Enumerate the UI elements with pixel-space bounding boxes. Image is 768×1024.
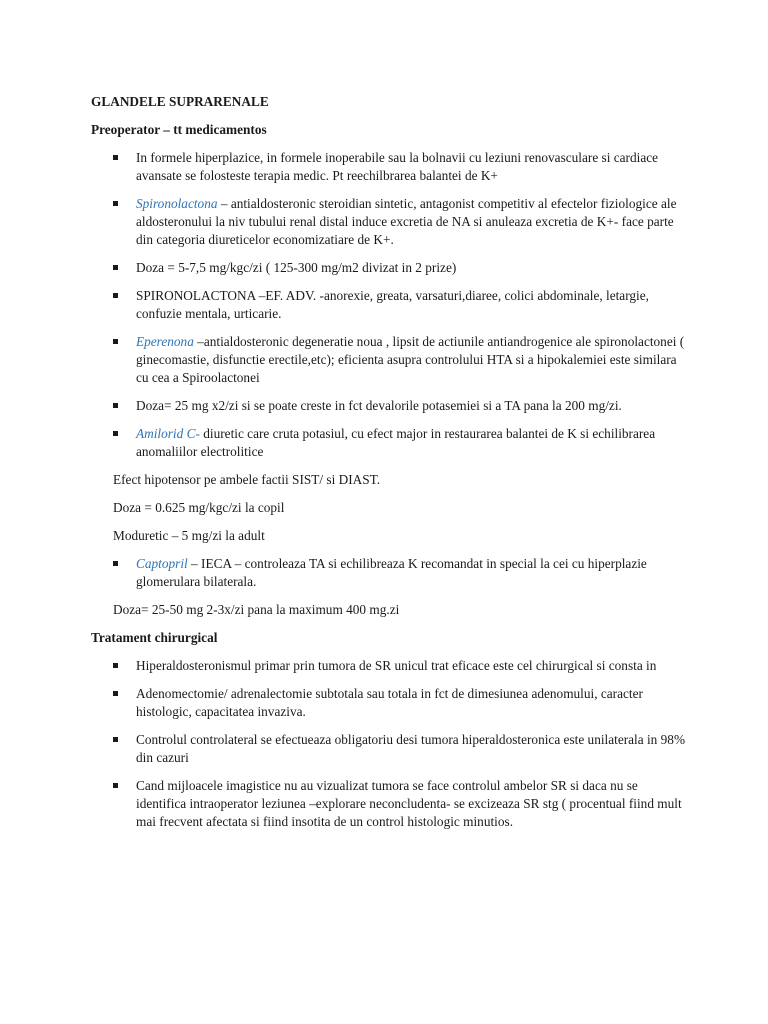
list-item-text: Controlul controlateral se efectueaza obligatoriu desi tumora hiperaldosteronica este unilaterala in 98% din cazuri bbox=[136, 732, 686, 765]
section-heading-preoperator: Preoperator – tt medicamentos bbox=[91, 122, 267, 137]
list-item bbox=[91, 425, 690, 461]
paragraph-hypotensive-effect: Efect hipotensor pe ambele factii SIST/ si DIAST. bbox=[113, 472, 381, 487]
list-item-text: diuretic care cruta potasiul, cu efect major in restaurarea balantei de K si echilibrarea anomaliilor electrolitice bbox=[136, 426, 656, 459]
list-item-text: Adenomectomie/ adrenalectomie subtotala sau totala in fct de dimesiunea adenomului, caracter histologic, capacitatea invaziva. bbox=[136, 686, 643, 719]
list-item bbox=[91, 287, 690, 323]
list-item-text: – antialdosteronic steroidian sintetic, antagonist competitiv al efectelor fiziologice ale aldosteronului la niv tubului renal distal induce excretia de NA si anuleaza excretia de K+- face parte din categoria diureticelor economizatiare de K+. bbox=[136, 196, 677, 247]
list-item bbox=[91, 777, 690, 831]
list-item bbox=[91, 731, 690, 767]
list-item bbox=[91, 555, 690, 591]
bullet-square-icon bbox=[113, 339, 118, 344]
paragraph-child-dose: Doza = 0.625 mg/kgc/zi la copil bbox=[113, 500, 285, 515]
bullet-square-icon bbox=[113, 201, 118, 206]
list-item bbox=[91, 397, 690, 415]
drug-name-captopril: Captopril bbox=[136, 556, 188, 571]
list-item-text: Cand mijloacele imagistice nu au vizualizat tumora se face controlul ambelor SR si daca nu se identifica intraoperator leziunea –explorare neconcludenta- se excizeaza SR stg ( procentual fiind mult mai frecvent afectata si fiind insotita de un control histologic minutios. bbox=[136, 778, 682, 829]
section-heading-surgical: Tratament chirurgical bbox=[91, 630, 218, 645]
drug-name-amilorid: Amilorid C bbox=[136, 426, 196, 441]
list-item-text: SPIRONOLACTONA –EF. ADV. -anorexie, greata, varsaturi,diaree, colici abdominale, letargie, confuzie mentala, urticarie. bbox=[136, 288, 649, 321]
bullet-square-icon bbox=[113, 155, 118, 160]
drug-name-suffix: - bbox=[195, 426, 200, 441]
bullet-square-icon bbox=[113, 783, 118, 788]
bullet-square-icon bbox=[113, 293, 118, 298]
list-item-text: In formele hiperplazice, in formele inoperabile sau la bolnavii cu leziuni renovasculare si cardiace avansate se folosteste terapia medic. Pt reechilbrarea balantei de K+ bbox=[136, 150, 659, 183]
list-item-text: – IECA – controleaza TA si echilibreaza K recomandat in special la cei cu hiperplazie glomerulara bilaterala. bbox=[136, 556, 647, 589]
bullet-square-icon bbox=[113, 265, 118, 270]
preop-bullet-list-1 bbox=[91, 149, 690, 461]
surgical-bullet-list bbox=[91, 657, 690, 831]
list-item bbox=[91, 195, 690, 249]
bullet-square-icon bbox=[113, 431, 118, 436]
preop-bullet-list-2 bbox=[91, 555, 690, 591]
document-title: GLANDELE SUPRARENALE bbox=[91, 94, 269, 109]
drug-name-eperenona: Eperenona bbox=[136, 334, 194, 349]
paragraph-captopril-dose: Doza= 25-50 mg 2-3x/zi pana la maximum 400 mg.zi bbox=[113, 602, 400, 617]
bullet-square-icon bbox=[113, 691, 118, 696]
bullet-square-icon bbox=[113, 561, 118, 566]
list-item-text: Doza= 25 mg x2/zi si se poate creste in fct devalorile potasemiei si a TA pana la 200 mg/zi. bbox=[136, 398, 622, 413]
drug-name-spironolactona: Spironolactona bbox=[136, 196, 218, 211]
list-item bbox=[91, 333, 690, 387]
bullet-square-icon bbox=[113, 663, 118, 668]
bullet-square-icon bbox=[113, 403, 118, 408]
list-item bbox=[91, 149, 690, 185]
list-item bbox=[91, 259, 690, 277]
list-item bbox=[91, 657, 690, 675]
bullet-square-icon bbox=[113, 737, 118, 742]
list-item-text: Doza = 5-7,5 mg/kgc/zi ( 125-300 mg/m2 divizat in 2 prize) bbox=[136, 260, 457, 275]
list-item-text: Hiperaldosteronismul primar prin tumora de SR unicul trat eficace este cel chirurgical si consta in bbox=[136, 658, 657, 673]
list-item-text: –antialdosteronic degeneratie noua , lipsit de actiunile antiandrogenice ale spironolactonei ( ginecomastie, disfunctie erectile,etc); eficienta asupra controlului HTA si a hipokalemiei este similara cu cea a Spiroolactonei bbox=[136, 334, 685, 385]
paragraph-moduretic: Moduretic – 5 mg/zi la adult bbox=[113, 528, 265, 543]
list-item bbox=[91, 685, 690, 721]
